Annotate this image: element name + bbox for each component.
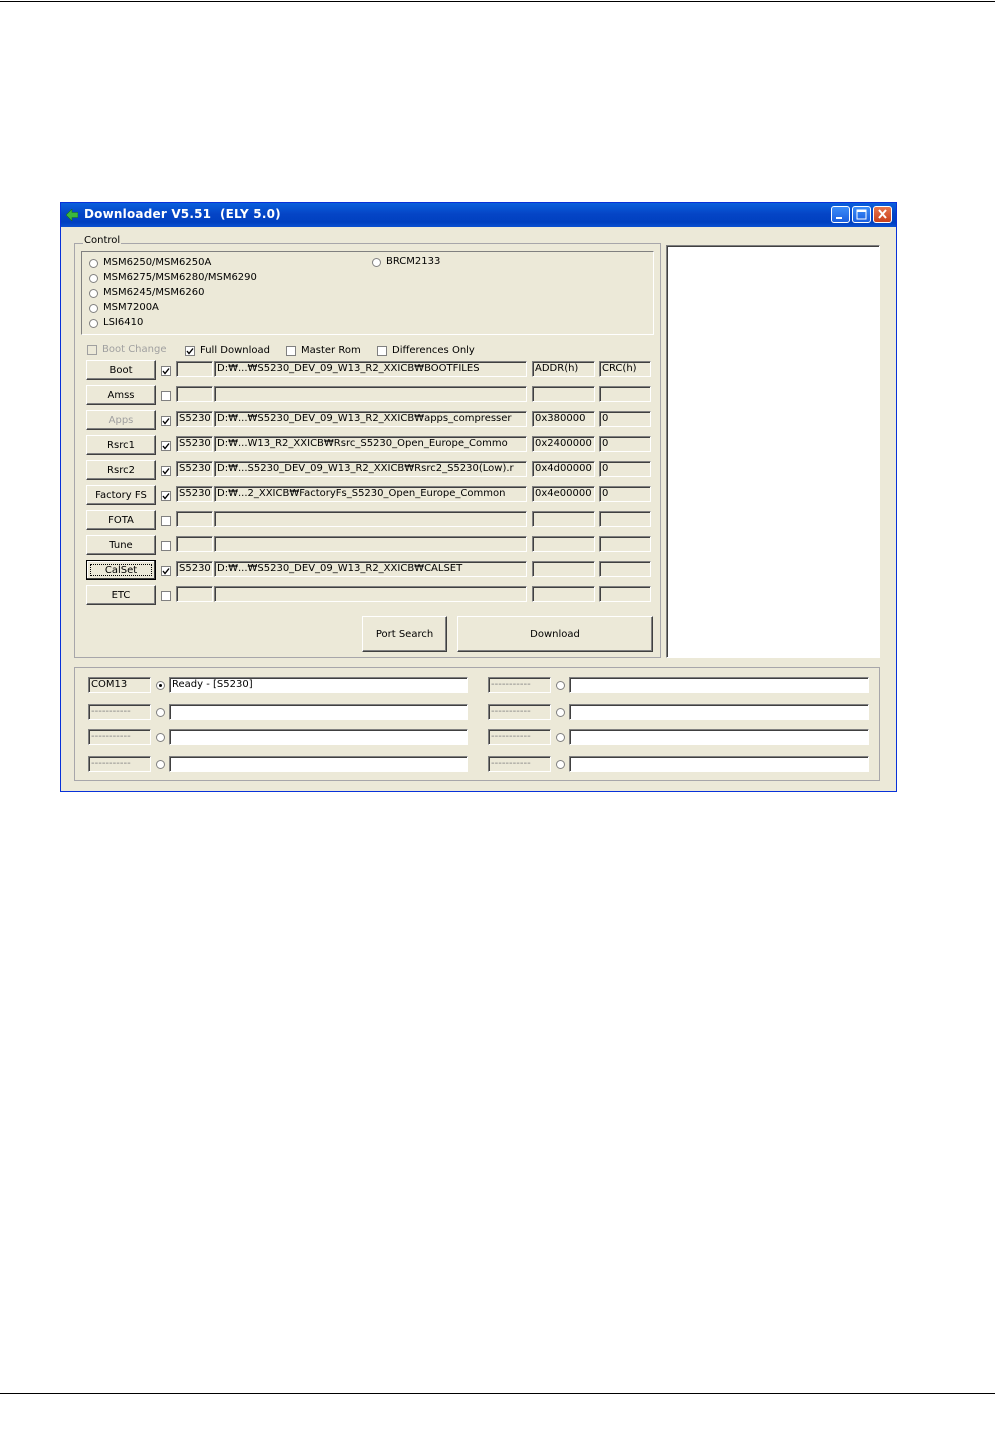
crc-field[interactable]: 0 [599, 411, 651, 427]
port-status-field [569, 729, 869, 745]
chipset-option[interactable] [89, 301, 159, 315]
path-field[interactable] [214, 536, 527, 552]
checkmark-icon [162, 492, 170, 500]
crc-field[interactable]: 0 [599, 486, 651, 502]
addr-field[interactable] [532, 536, 595, 552]
checkmark-icon [162, 467, 170, 475]
model-field[interactable] [176, 386, 213, 402]
window-title: Downloader V5.51 (ELY 5.0) [84, 207, 281, 221]
model-field[interactable] [176, 586, 213, 602]
path-field[interactable]: D:₩...W13_R2_XXICB₩Rsrc_S5230_Open_Europe_Commo [214, 436, 527, 452]
boot-change-checkbox [87, 345, 97, 355]
boot-change-label: Boot Change [102, 344, 167, 355]
title-bar[interactable] [61, 203, 896, 227]
addr-field[interactable]: 0x380000 [532, 411, 595, 427]
model-field[interactable]: S5230 [176, 561, 213, 577]
control-legend: Control [84, 235, 121, 246]
model-field[interactable]: S5230 [176, 411, 213, 427]
chipset-label: MSM6245/MSM6260 [103, 287, 205, 298]
port-status-field [569, 756, 869, 772]
crc-field[interactable] [599, 386, 651, 402]
full-download-label: Full Download [200, 345, 270, 356]
image-button[interactable]: Tune [86, 535, 156, 555]
maximize-button[interactable] [852, 206, 871, 223]
checkmark-icon [162, 442, 170, 450]
image-checkbox[interactable] [161, 541, 171, 551]
model-field[interactable] [176, 536, 213, 552]
port-radio[interactable] [556, 733, 565, 742]
port-radio[interactable] [556, 708, 565, 717]
checkmark-icon [162, 367, 170, 375]
crc-field[interactable] [599, 586, 651, 602]
image-button[interactable]: Rsrc2 [86, 460, 156, 480]
port-status-field: Ready - [S5230] [169, 677, 468, 693]
addr-field[interactable] [532, 586, 595, 602]
port-name: ----------- [488, 729, 551, 745]
addr-header: ADDR(h) [532, 361, 595, 377]
radio-button[interactable] [89, 319, 98, 328]
image-button[interactable]: Rsrc1 [86, 435, 156, 455]
image-checkbox[interactable] [161, 366, 171, 376]
port-name: ----------- [488, 677, 551, 693]
close-icon [874, 207, 891, 222]
port-status-field [569, 704, 869, 720]
minimize-icon [832, 207, 849, 222]
crc-field[interactable] [599, 536, 651, 552]
model-field[interactable] [176, 511, 213, 527]
client-area [64, 227, 893, 789]
log-listbox[interactable] [666, 245, 880, 658]
checkmark-icon [162, 417, 170, 425]
radio-button[interactable] [89, 274, 98, 283]
crc-header: CRC(h) [599, 361, 651, 377]
chipset-option[interactable] [89, 256, 211, 270]
model-field[interactable] [176, 361, 213, 377]
path-field[interactable] [214, 386, 527, 402]
port-name: ----------- [488, 756, 551, 772]
path-field[interactable]: D:₩...₩S5230_DEV_09_W13_R2_XXICB₩CALSET [214, 561, 527, 577]
chipset-label: MSM7200A [103, 302, 159, 313]
page-bottom-rule [0, 1393, 995, 1394]
app-arrow-icon [66, 209, 78, 221]
close-button[interactable] [873, 206, 892, 223]
port-status-field [169, 756, 468, 772]
port-radio[interactable] [556, 681, 565, 690]
path-field[interactable]: D:₩...2_XXICB₩FactoryFs_S5230_Open_Europe_Common [214, 486, 527, 502]
port-status-field [569, 677, 869, 693]
chipset-option[interactable] [89, 286, 204, 300]
master-rom-label: Master Rom [301, 345, 361, 356]
radio-button[interactable] [89, 289, 98, 298]
port-radio[interactable] [156, 708, 165, 717]
image-button[interactable]: ETC [86, 585, 156, 605]
addr-field[interactable] [532, 561, 595, 577]
chipset-label: BRCM2133 [386, 256, 441, 267]
port-name: COM13 [88, 677, 151, 693]
path-field[interactable]: D:₩...₩S5230_DEV_09_W13_R2_XXICB₩apps_compresser [214, 411, 527, 427]
full-download-checkbox[interactable] [185, 346, 195, 356]
downloader-window [60, 202, 897, 792]
crc-field[interactable]: 0 [599, 461, 651, 477]
chipset-option[interactable] [89, 271, 257, 285]
port-status-field [169, 729, 468, 745]
path-field[interactable]: D:₩...₩S5230_DEV_09_W13_R2_XXICB₩BOOTFILES [214, 361, 527, 377]
master-rom-checkbox[interactable] [286, 346, 296, 356]
image-checkbox[interactable] [161, 591, 171, 601]
chipset-option[interactable] [89, 316, 143, 330]
port-name: ----------- [88, 704, 151, 720]
image-button[interactable]: Factory FS [86, 485, 156, 505]
port-name: ----------- [88, 756, 151, 772]
checkmark-icon [186, 347, 194, 355]
path-field[interactable]: D:₩...S5230_DEV_09_W13_R2_XXICB₩Rsrc2_S5230(Low).r [214, 461, 527, 477]
port-radio[interactable] [156, 760, 165, 769]
image-checkbox[interactable] [161, 466, 171, 476]
crc-field[interactable]: 0 [599, 436, 651, 452]
chipset-label: MSM6250/MSM6250A [103, 257, 212, 268]
path-field[interactable] [214, 511, 527, 527]
radio-button[interactable] [89, 304, 98, 313]
addr-field[interactable]: 0x4d00000 [532, 461, 595, 477]
port-status-field [169, 704, 468, 720]
image-checkbox[interactable] [161, 441, 171, 451]
port-search-button[interactable]: Port Search [362, 616, 447, 652]
chipset-label: MSM6275/MSM6280/MSM6290 [103, 272, 257, 283]
port-radio[interactable] [556, 760, 565, 769]
image-button[interactable]: Apps [86, 410, 156, 430]
addr-field[interactable]: 0x2400000 [532, 436, 595, 452]
model-field[interactable]: S5230 [176, 486, 213, 502]
download-button[interactable]: Download [457, 616, 653, 652]
image-button[interactable]: Amss [86, 385, 156, 405]
chipset-label: LSI6410 [103, 317, 144, 328]
port-name: ----------- [88, 729, 151, 745]
image-checkbox[interactable] [161, 566, 171, 576]
chipset-option[interactable] [372, 255, 440, 269]
addr-field[interactable] [532, 511, 595, 527]
page-top-rule [0, 1, 995, 2]
path-field[interactable] [214, 586, 527, 602]
minimize-button[interactable] [831, 206, 850, 223]
image-checkbox[interactable] [161, 416, 171, 426]
port-name: ----------- [488, 704, 551, 720]
model-field[interactable]: S5230 [176, 461, 213, 477]
maximize-icon [853, 207, 870, 222]
radio-button[interactable] [372, 258, 381, 267]
port-radio[interactable] [156, 681, 165, 690]
crc-field[interactable] [599, 511, 651, 527]
radio-button[interactable] [89, 259, 98, 268]
port-radio[interactable] [156, 733, 165, 742]
addr-field[interactable]: 0x4e00000 [532, 486, 595, 502]
image-button[interactable]: CalSet [86, 560, 156, 580]
image-button[interactable]: Boot [86, 360, 156, 380]
differences-only-checkbox[interactable] [377, 346, 387, 356]
image-checkbox[interactable] [161, 491, 171, 501]
addr-field[interactable] [532, 386, 595, 402]
differences-only-label: Differences Only [392, 345, 475, 356]
crc-field[interactable] [599, 561, 651, 577]
image-checkbox[interactable] [161, 391, 171, 401]
model-field[interactable]: S5230 [176, 436, 213, 452]
image-checkbox[interactable] [161, 516, 171, 526]
image-button[interactable]: FOTA [86, 510, 156, 530]
checkmark-icon [162, 567, 170, 575]
